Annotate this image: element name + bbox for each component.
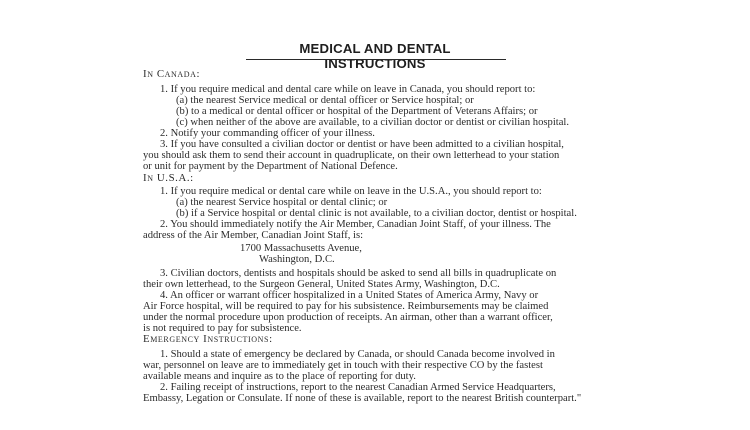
- canada-line-7: you should ask them to send their account in quadruplicate, on their own letterhead to your station: [143, 150, 560, 161]
- usa-line-5: address of the Air Member, Canadian Joint Staff, is:: [143, 230, 364, 241]
- canada-line-6: 3. If you have consulted a civilian doctor or dentist or have been admitted to a civilian hospital,: [160, 139, 564, 150]
- canada-line-4: (c) when neither of the above are available, to a civilian doctor or dentist or civilian hospital.: [176, 117, 570, 128]
- emergency-line-2: war, personnel on leave are to immediately get in touch with their respective CO by the fastest: [143, 360, 543, 371]
- section-heading-emergency: Emergency Instructions:: [143, 333, 273, 345]
- emergency-line-5: Embassy, Legation or Consulate. If none of these is available, report to the nearest British counterpart.": [143, 393, 582, 404]
- canada-line-1: 1. If you require medical and dental care while on leave in Canada, you should report to:: [160, 84, 536, 95]
- canada-line-5: 2. Notify your commanding officer of your illness.: [160, 128, 375, 139]
- document-title: MEDICAL AND DENTAL INSTRUCTIONS: [299, 41, 451, 71]
- usa-line-3: (b) if a Service hospital or dental clinic is not available, to a civilian doctor, dentist or hospital.: [176, 208, 577, 219]
- usa-address-street: 1700 Massachusetts Avenue,: [240, 243, 362, 254]
- section-heading-usa: In U.S.A.:: [143, 172, 194, 184]
- usa-line-8: 4. An officer or warrant officer hospitalized in a United States of America Army, Navy or: [160, 290, 539, 301]
- usa-line-7: their own letterhead, to the Surgeon General, United States Army, Washington, D.C.: [143, 279, 500, 290]
- usa-line-6: 3. Civilian doctors, dentists and hospitals should be asked to send all bills in quadruplicate on: [160, 268, 557, 279]
- emergency-line-3: available means and inquire as to the place of reporting for duty.: [143, 371, 416, 382]
- usa-address-city: Washington, D.C.: [259, 254, 335, 265]
- usa-line-11: is not required to pay for subsistence.: [143, 323, 302, 334]
- canada-line-8: or unit for payment by the Department of National Defence.: [143, 161, 398, 172]
- emergency-line-1: 1. Should a state of emergency be declared by Canada, or should Canada become involved in: [160, 349, 555, 360]
- usa-line-2: (a) the nearest Service hospital or dental clinic; or: [176, 197, 388, 208]
- usa-line-9: Air Force hospital, will be required to pay for his subsistence. Reimbursements may be claimed: [143, 301, 549, 312]
- canada-line-3: (b) to a medical or dental officer or hospital of the Department of Veterans Affairs; or: [176, 106, 538, 117]
- emergency-line-4: 2. Failing receipt of instructions, report to the nearest Canadian Armed Service Headquarters,: [160, 382, 556, 393]
- usa-line-10: under the normal procedure upon production of receipts. An airman, other than a warrant officer,: [143, 312, 553, 323]
- title-underline: [246, 59, 506, 60]
- usa-line-4: 2. You should immediately notify the Air Member, Canadian Joint Staff, of your illness. The: [160, 219, 551, 230]
- usa-line-1: 1. If you require medical or dental care while on leave in the U.S.A., you should report to:: [160, 186, 542, 197]
- canada-line-2: (a) the nearest Service medical or dental officer or Service hospital; or: [176, 95, 474, 106]
- section-heading-canada: In Canada:: [143, 68, 201, 80]
